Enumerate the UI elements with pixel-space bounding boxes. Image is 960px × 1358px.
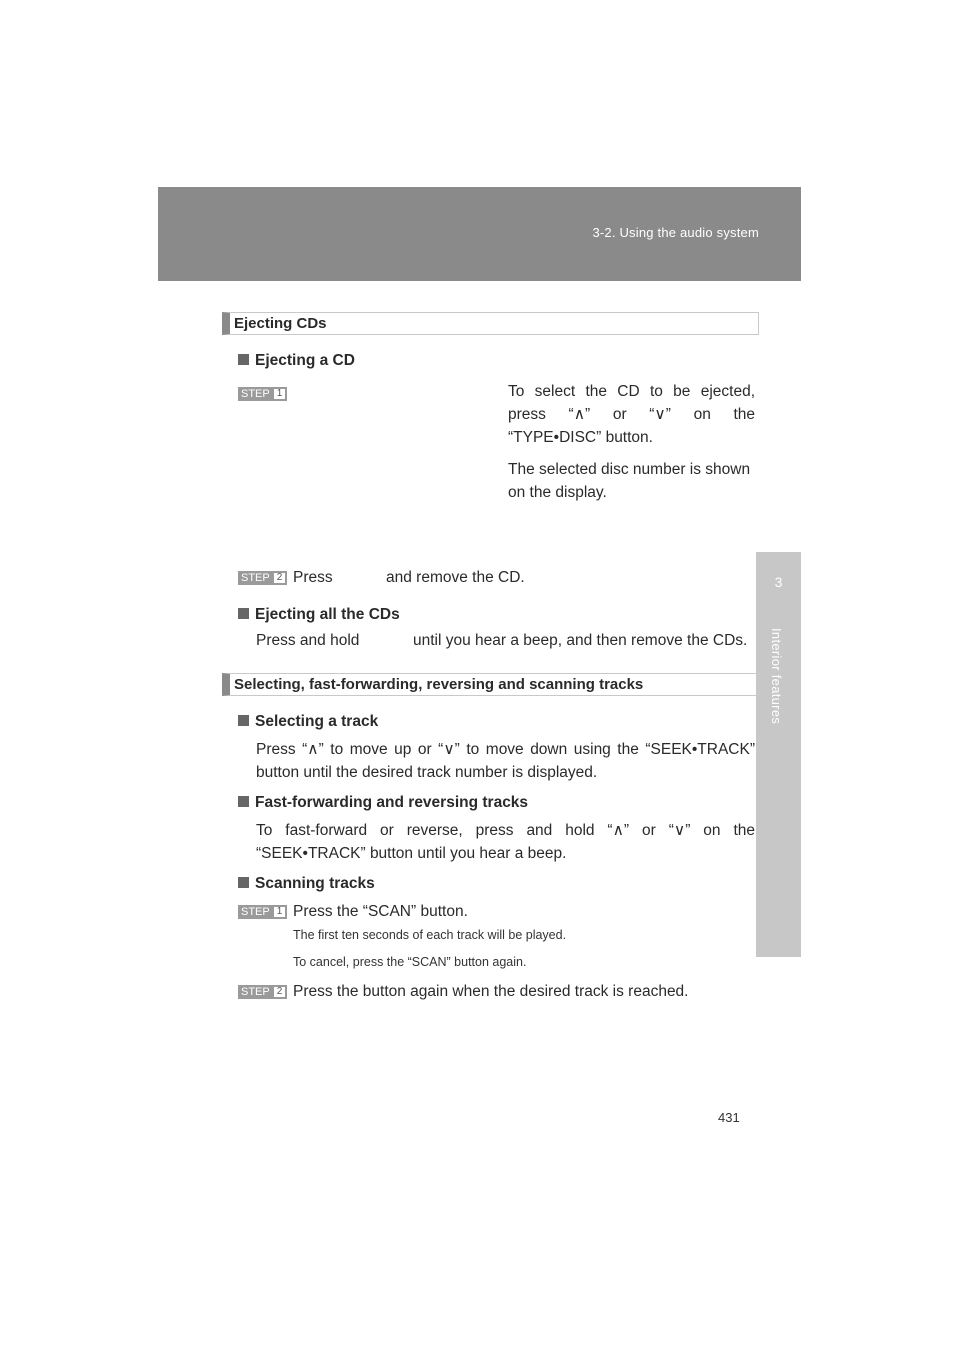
square-bullet-icon <box>238 354 249 365</box>
eject-all-press-text: Press and hold <box>256 632 360 649</box>
section-heading-ejecting <box>222 312 759 335</box>
section-heading-tracks <box>222 673 759 696</box>
subheading-selecting-track: Selecting a track <box>238 713 378 731</box>
section-title: Ejecting CDs <box>234 315 327 332</box>
text-line: The selected disc number is shown <box>508 461 751 478</box>
square-bullet-icon <box>238 715 249 726</box>
selecting-track-text: Press “∧” to move up or “∨” to move down using the “SEEK•TRACK” button until the desired track number is displayed. <box>256 741 755 781</box>
subheading-ejecting-a-cd: Ejecting a CD <box>238 352 355 370</box>
square-bullet-icon <box>238 608 249 619</box>
page-number: 431 <box>718 1110 740 1125</box>
step1-note <box>508 458 758 504</box>
step2-press-text: Press <box>293 569 333 586</box>
text-line: on the display. <box>508 484 607 501</box>
scan-note-first: The first ten seconds of each track will be played. <box>293 928 567 942</box>
header-section-title: 3-2. Using the audio system <box>592 225 759 240</box>
section-title: Selecting, fast-forwarding, reversing and scanning tracks <box>234 676 644 693</box>
square-bullet-icon <box>238 877 249 888</box>
eject-all-remove-text: until you hear a beep, and then remove the CDs. <box>413 632 748 649</box>
step1-instruction <box>508 380 755 449</box>
step-badge-1: STEP 1 <box>238 905 287 919</box>
step-badge-2: STEP 2 <box>238 985 287 999</box>
chapter-number: 3 <box>774 574 783 590</box>
scan-step2-text: Press the button again when the desired track is reached. <box>293 983 689 1000</box>
chapter-label: Interior features <box>769 628 784 725</box>
step-badge-2: STEP 2 <box>238 571 287 585</box>
subheading-fast-forwarding: Fast-forwarding and reversing tracks <box>238 794 528 812</box>
text-line: press “∧” or “∨” on the <box>508 406 755 423</box>
scan-note-cancel: To cancel, press the “SCAN” button again. <box>293 955 527 969</box>
square-bullet-icon <box>238 796 249 807</box>
subheading-ejecting-all: Ejecting all the CDs <box>238 606 400 624</box>
page-header <box>158 187 801 281</box>
scan-step1-text: Press the “SCAN” button. <box>293 903 468 920</box>
text-line: “TYPE•DISC” button. <box>508 429 653 446</box>
subheading-scanning-tracks: Scanning tracks <box>238 875 375 893</box>
chapter-tab <box>756 552 801 957</box>
text-line: To select the CD to be ejected, <box>508 383 755 400</box>
step2-remove-text: and remove the CD. <box>386 569 525 586</box>
fast-forwarding-text: To fast-forward or reverse, press and hold “∧” or “∨” on the “SEEK•TRACK” button until you hear a beep. <box>256 822 755 862</box>
step-badge-1: STEP 1 <box>238 387 287 401</box>
